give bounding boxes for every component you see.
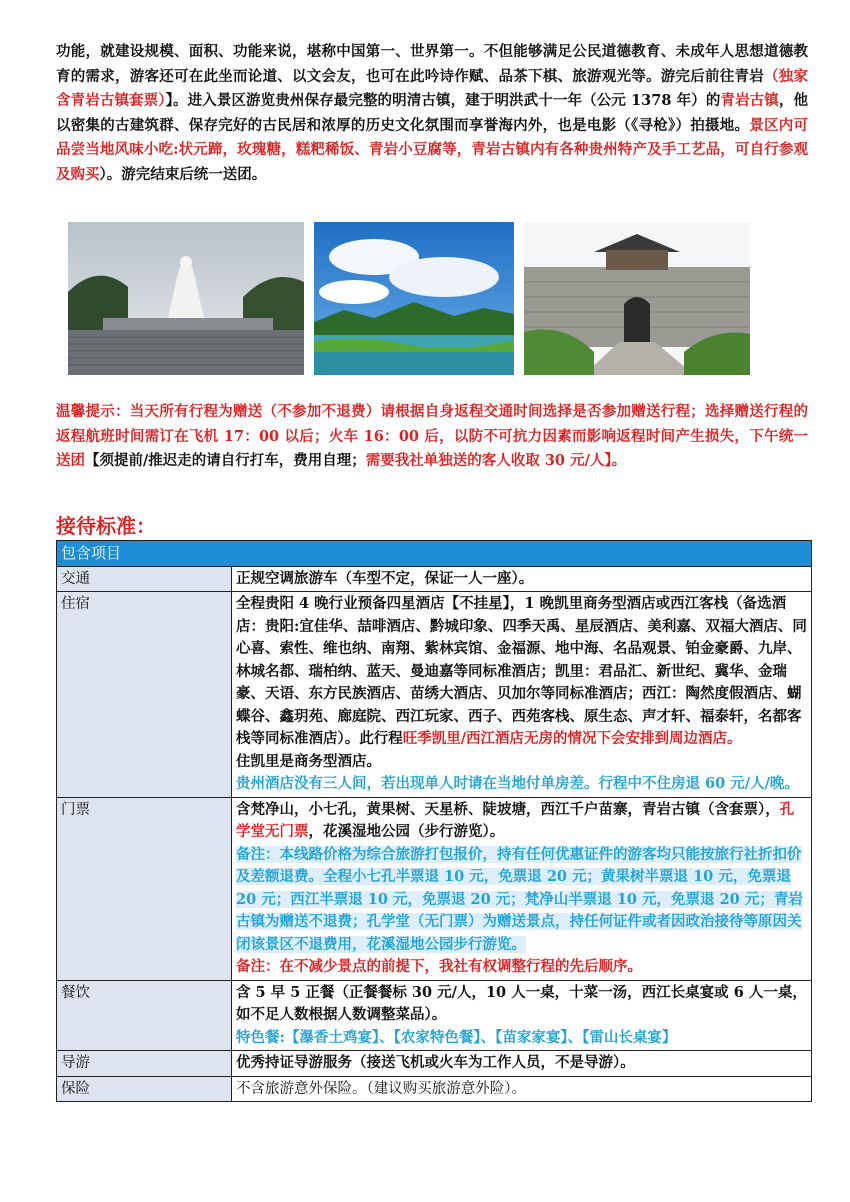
intro-text-5: ，他以密集的古建筑群、保存完好的古民居和浓厚的历史文化氛围而享誉海内外，也是电影（《寻枪》）拍摄地。 <box>56 92 809 134</box>
lodging-text-3: 贵州酒店没有三人间，若出现单人时请在当地付单房差。行程中不住房退 60 元/人/晚。 <box>236 775 799 792</box>
row-value-guide: 优秀持证导游服务（接送飞机或火车为工作人员，不是导游）。 <box>232 1051 812 1077</box>
tickets-text-1b: ，花溪湿地公园（步行游览）。 <box>308 823 505 840</box>
row-value-meals <box>232 980 812 1051</box>
meals-text-1: 含 5 早 5 正餐（正餐餐标 30 元/人，10 人一桌，十菜一汤，西江长桌宴或 6 人一桌，如不足人数根据人数调整菜品）。 <box>236 983 807 1023</box>
intro-text-2: （独家含青岩古镇套票） <box>56 67 808 109</box>
confucius-statue-photo <box>68 222 304 375</box>
section-title: 接待标准： <box>56 514 156 538</box>
table-row <box>57 1051 812 1077</box>
lake-sky-photo <box>314 222 514 375</box>
lodging-text-1: 全程贵阳 4 晚行业预备四星酒店【不挂星】，1 晚凯里商务型酒店或西江客栈（备选酒店：贵阳:宜佳华、喆啡酒店、黔城印象、四季天禹、星辰酒店、美利嘉、双福大酒店、同心喜、索性、维也纳、南翔、紫林宾馆、金福源、地中海、名品观景、铂金豪爵、九岸、林城名都、瑞柏纳、蓝天、曼迪嘉等同标准酒店；凯里：君品汇、新世纪、冀华、金瑞豪、天语、东方民族酒店、苗绣大酒店、贝加尔等同标准酒店；西江：陶然度假酒店、蝴蝶谷、鑫玥苑、廊庭院、西江玩家、西子、西苑客栈、原生态、声才轩、福泰轩，名都客栈等同标准酒店）。此行程 <box>236 595 807 747</box>
intro-text-4: 青岩古镇 <box>720 92 779 109</box>
table-row <box>57 566 812 592</box>
row-label-guide: 导游 <box>57 1051 232 1077</box>
table-row <box>57 797 812 980</box>
table-header: 包含项目 <box>57 541 812 567</box>
intro-text-6: 景区内可品尝当地风味小吃:状元蹄，玫瑰糖，糕粑稀饭、青岩小豆腐等，青岩古镇内有各种贵州特产及手工艺品，可自行参观及购买 <box>56 116 809 183</box>
intro-text-7: ）。游完结束后统一送团。 <box>99 165 267 183</box>
tickets-text-1: 含梵净山，小七孔，黄果树、天星桥、陡坡塘，西江千户苗寨，青岩古镇（含套票）， <box>236 800 780 818</box>
table-row <box>57 980 812 1051</box>
row-label-tickets: 门票 <box>57 797 232 980</box>
row-value-tickets <box>232 797 812 980</box>
lodging-text-red: 旺季凯里/西江酒店无房的情况下会安排到周边酒店。 <box>402 730 742 747</box>
warm-tips <box>56 400 808 474</box>
qingyan-city-gate-photo <box>524 222 750 375</box>
tips-text-red-2: 需要我社单独送的客人收取 30 元/人】。 <box>365 452 627 469</box>
tips-text-black: 【须提前/推迟走的请自行打车，费用自理； <box>85 452 366 469</box>
intro-text-3: 】。进入景区游览贵州保存最完整的明清古镇，建于明洪武十一年（公元 1378 年）的 <box>165 92 721 109</box>
row-value-traffic: 正规空调旅游车（车型不定，保证一人一座）。 <box>232 566 812 592</box>
reception-standard-table <box>56 540 812 1102</box>
row-label-lodging: 住宿 <box>57 592 232 798</box>
table-header-row <box>57 541 812 567</box>
tickets-note-2: 备注：在不减少景点的前提下，我社有权调整行程的先后顺序。 <box>236 958 642 975</box>
table-row <box>57 1076 812 1102</box>
row-value-lodging <box>232 592 812 798</box>
row-label-insurance: 保险 <box>57 1076 232 1102</box>
intro-paragraph <box>56 40 808 187</box>
row-label-traffic: 交通 <box>57 566 232 592</box>
meals-special: 特色餐:【瀑香土鸡宴】、【农家特色餐】、【苗家家宴】、【雷山长桌宴】 <box>236 1028 677 1046</box>
row-label-meals: 餐饮 <box>57 980 232 1051</box>
tickets-text-red: 孔学堂无门票 <box>236 800 795 840</box>
table-row <box>57 592 812 798</box>
tickets-note: 备注：本线路价格为综合旅游打包报价，持有任何优惠证件的游客均只能按旅行社折扣价及差额退费。全程小七孔半票退 10 元，免票退 20 元；黄果树半票退 10 元，免票退 20 元；西江半票退 10 元，免票退 20 元；梵净山半票退 10 元，免票退 20 元；青岩古镇为赠送不退费；孔学堂（无门票）为赠送景点，持任何证件或者因政治接待等原因关闭该景区不退费用，花溪湿地公园步行游览。 <box>236 845 803 953</box>
lodging-text-2: 住凯里是商务型酒店。 <box>236 752 381 770</box>
photo-strip <box>68 222 750 375</box>
row-value-insurance: 不含旅游意外保险。（建议购买旅游意外险）。 <box>232 1076 812 1102</box>
tips-text-red: 温馨提示：当天所有行程为赠送（不参加不退费）请根据自身返程交通时间选择是否参加赠送行程；选择赠送行程的返程航班时间需订在飞机 17：00 以后；火车 16：00 后，以防不可抗力因素而影响返程时间产生损失，下午统一送团 <box>56 403 808 469</box>
intro-text-1: 功能，就建设规模、面积、功能来说，堪称中国第一、世界第一。不但能够满足公民道德教育、未成年人思想道德教育的需求，游客还可在此坐而论道、以文会友，也可在此吟诗作赋、品茶下棋、旅游观光等。游完后前往青岩 <box>56 43 808 85</box>
